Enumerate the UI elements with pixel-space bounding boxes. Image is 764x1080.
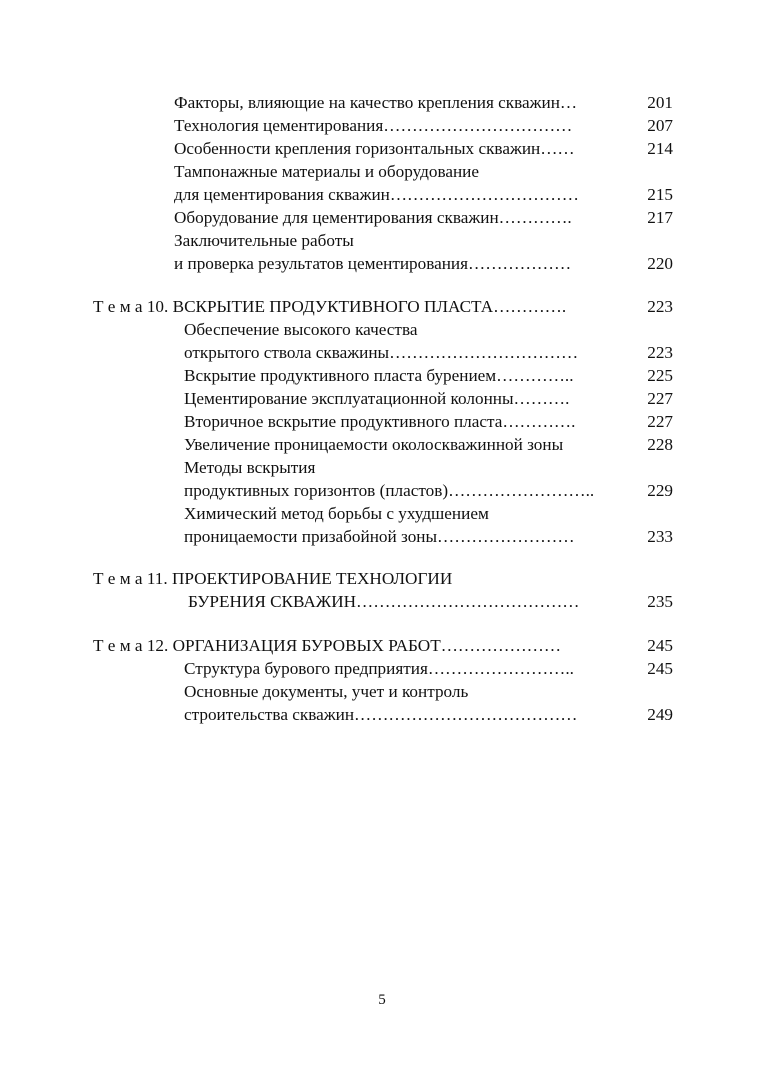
toc-entry-text: продуктивных горизонтов (пластов)…………………….. (184, 481, 595, 500)
toc-entry-text: строительства скважин………………………………… (184, 705, 578, 724)
toc-line (184, 457, 315, 479)
toc-line (184, 526, 575, 548)
toc-line (174, 207, 572, 229)
toc-page-number: 217 (647, 208, 673, 227)
toc-page-number: 201 (647, 93, 673, 112)
toc-entry-text: Вторичное вскрытие продуктивного пласта…………. (184, 412, 576, 431)
toc-section-heading-cont (188, 591, 579, 613)
toc-entry-text: Химический метод борьбы с ухудшением (184, 504, 489, 523)
toc-entry-text: Структура бурового предприятия…………………….. (184, 659, 574, 678)
toc-entry-text: Заключительные работы (174, 231, 354, 250)
toc-entry-text: и проверка результатов цементирования……………… (174, 254, 572, 273)
toc-page-number: 228 (647, 435, 673, 454)
toc-entry-text: Технология цементирования…………………………… (174, 116, 573, 135)
toc-entry-text: Обеспечение высокого качества (184, 320, 418, 339)
toc-entry-text: проницаемости призабойной зоны…………………… (184, 527, 575, 546)
toc-page-number: 220 (647, 254, 673, 273)
toc-page-number: 233 (647, 527, 673, 546)
toc-line (174, 184, 579, 206)
toc-line (184, 480, 594, 502)
toc-section-heading (93, 568, 452, 590)
toc-line (184, 704, 577, 726)
toc-page-number: 229 (647, 481, 673, 500)
toc-entry-text: Т е м а 12. ОРГАНИЗАЦИЯ БУРОВЫХ РАБОТ………………… (93, 636, 562, 655)
toc-line (184, 411, 575, 433)
toc-page-number: 223 (647, 297, 673, 316)
toc-page-number: 227 (647, 389, 673, 408)
toc-entry-text: Особенности крепления горизонтальных скважин…… (174, 139, 575, 158)
toc-page-number: 249 (647, 705, 673, 724)
toc-line (184, 342, 578, 364)
toc-page-number: 227 (647, 412, 673, 431)
toc-entry-text: Вскрытие продуктивного пласта бурением………….. (184, 366, 574, 385)
toc-line (184, 319, 417, 341)
toc-line (184, 388, 569, 410)
toc-entry-text: Увеличение проницаемости околоскважинной зоны (184, 435, 564, 454)
toc-page-number: 223 (647, 343, 673, 362)
toc-line (174, 138, 575, 160)
toc-page-number: 207 (647, 116, 673, 135)
toc-entry-text: Факторы, влияющие на качество крепления скважин… (174, 93, 578, 112)
toc-entry-text: Цементирование эксплуатационной колонны………. (184, 389, 570, 408)
toc-line (184, 681, 468, 703)
toc-page-number: 214 (647, 139, 673, 158)
toc-page-number: 235 (647, 592, 673, 611)
toc-line (184, 658, 574, 680)
toc-line (174, 115, 572, 137)
toc-line (174, 161, 479, 183)
toc-section-heading (93, 635, 561, 657)
toc-page-number: 215 (647, 185, 673, 204)
toc-entry-text: Т е м а 10. ВСКРЫТИЕ ПРОДУКТИВНОГО ПЛАСТА…………. (93, 297, 567, 316)
toc-line (184, 434, 563, 456)
toc-page-number: 245 (647, 659, 673, 678)
toc-entry-text: Оборудование для цементирования скважин…………. (174, 208, 572, 227)
toc-line (174, 230, 354, 252)
toc-line (174, 92, 577, 114)
toc-section-heading (93, 296, 566, 318)
toc-line (174, 253, 571, 275)
page-number: 5 (378, 992, 386, 1008)
toc-entry-text: Т е м а 11. ПРОЕКТИРОВАНИЕ ТЕХНОЛОГИИ (93, 569, 453, 588)
toc-entry-text: Методы вскрытия (184, 458, 316, 477)
toc-entry-text: для цементирования скважин…………………………… (174, 185, 579, 204)
toc-entry-text: Тампонажные материалы и оборудование (174, 162, 480, 181)
toc-entry-text: Основные документы, учет и контроль (184, 682, 469, 701)
toc-page-number: 245 (647, 636, 673, 655)
toc-line (184, 365, 574, 387)
toc-line (184, 503, 489, 525)
toc-entry-text: открытого ствола скважины…………………………… (184, 343, 579, 362)
toc-entry-text: БУРЕНИЯ СКВАЖИН………………………………… (188, 592, 580, 611)
toc-page-number: 225 (647, 366, 673, 385)
